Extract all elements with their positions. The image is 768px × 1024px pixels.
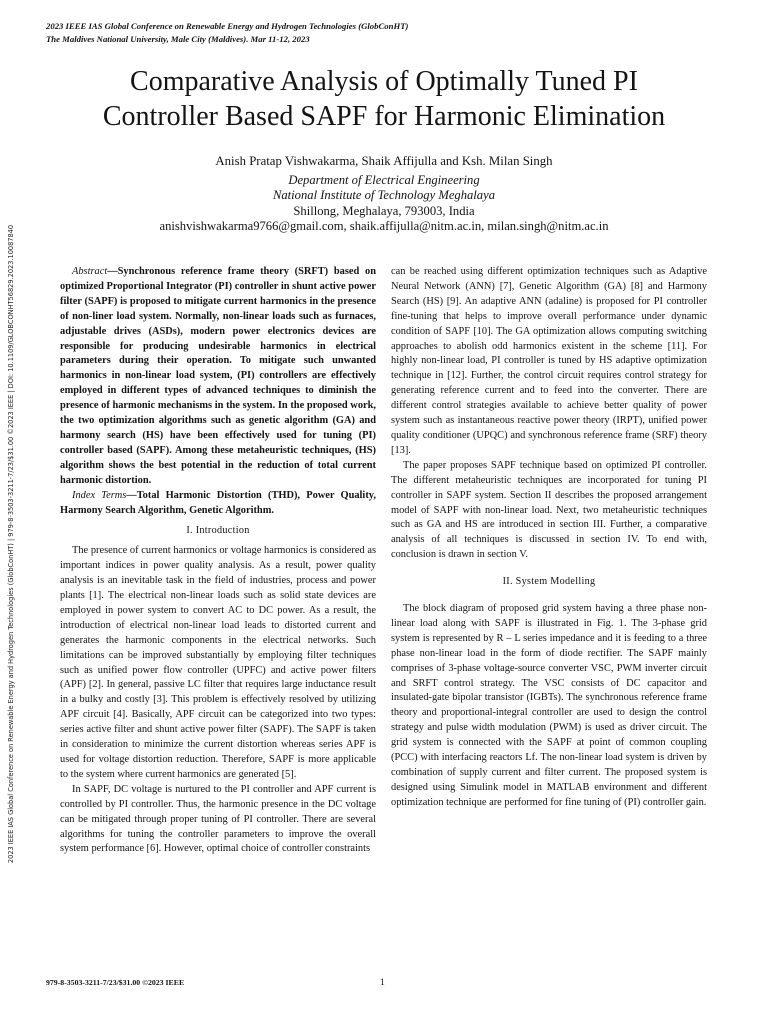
left-column xyxy=(60,265,376,857)
author-address: Shillong, Meghalaya, 793003, India xyxy=(293,203,475,218)
author-block xyxy=(100,154,668,235)
conference-venue: The Maldives National University, Male City (Maldives). Mar 11-12, 2023 xyxy=(46,34,310,44)
doi-sidebar xyxy=(2,138,20,950)
author-department: Department of Electrical Engineering xyxy=(288,172,480,187)
intro-paragraph-1: The presence of current harmonics or voltage harmonics is considered as important indices in power quality analysis. As a result, power quality analysis is an inevitable task in the field of industries, process and power plants [1]. The electrical non-linear loads such as solid state devices are employed in power system to convert AC to DC power. As a result, the introduction of electrical non-linear load leads to distorted current and generates the harmonic components in the electrical networks. Such limitations can be improved substantially by employing filter techniques such as unified power flow controller (UPFC) and active power filters (APF) [2]. In general, passive LC filter that requires large inductance result in a bulky and costly [3]. This problem is effectively resolved by utilizing APF circuit [4]. Basically, APF circuit can be categorized into two types: series active filter and shunt active power filter (SAPF). The SAPF is taken in consideration to minimize the current distortion whereas series APF is used for voltage distortion reduction. Therefore, SAPF is more applicable to the system where current harmonics are generated [5]. xyxy=(60,545,376,780)
author-names: Anish Pratap Vishwakarma, Shaik Affijulla and Ksh. Milan Singh xyxy=(215,154,553,168)
system-paragraph-1: The block diagram of proposed grid system having a three phase non-linear load along with SAPF is illustrated in Fig. 1. The 3-phase grid system is represented by R – L series impedance and it is feeding to a three phase non-linear load in the form of diode rectifier. The SAPF mainly comprises of 3-phase voltage-source converter VSC, PWM inverter circuit and SRFT control strategy. The VSC consists of DC capacitor and insulated-gate bipolar transistor (IGBTs). The synchronous reference frame theory and proportional-integral controller are used to design the control strategy and pulse width modulation (PWM) is used as driver circuit. The grid system is connected with the SAPF at point of common coupling (PCC) with interfacing reactors Lf. The non-linear load system is driven by combination of supply current and filter current. The proposed system is designed using Simulink model in MATLAB environment and different optimization technique are performed for fine tuning of (PI) controller gain. xyxy=(391,603,707,808)
footer-isbn: 979-8-3503-3211-7/23/$31.00 ©2023 IEEE xyxy=(46,978,185,987)
abstract-label: Abstract xyxy=(72,266,108,277)
abstract xyxy=(60,265,376,489)
index-terms xyxy=(60,489,376,519)
page-number: 1 xyxy=(380,977,385,988)
title-line-2: Controller Based SAPF for Harmonic Elimination xyxy=(102,101,666,132)
author-institute: National Institute of Technology Meghalaya xyxy=(272,188,495,202)
intro-heading: I. Introduction xyxy=(186,525,250,537)
title-line-1: Comparative Analysis of Optimally Tuned PI xyxy=(130,66,638,97)
conference-name: 2023 IEEE IAS Global Conference on Renewable Energy and Hydrogen Technologies (GlobConHT) xyxy=(46,21,409,31)
system-modelling-heading: II. System Modelling xyxy=(502,576,596,588)
intro-paragraph-2: In SAPF, DC voltage is nurtured to the PI controller and APF current is controlled by PI controller. Thus, the harmonic presence in the DC voltage can be mitigated through proper tuning of PI controller. There are several algorithms for tuning the controller parameters to improve the overall system performance [6]. However, optimal choice of controller constraints xyxy=(60,783,376,855)
paper-title xyxy=(40,64,728,134)
right-column xyxy=(391,265,707,811)
conference-header xyxy=(46,20,646,46)
index-terms-text: —Total Harmonic Distortion (THD), Power Quality, Harmony Search Algorithm, Genetic Algorithm. xyxy=(60,489,376,516)
doi-text[interactable]: 2023 IEEE IAS Global Conference on Renewable Energy and Hydrogen Technologies (GlobConHT) | 979-8-3503-3211-7/23/$31.00 ©2023 IEEE | DOI: 10.1109/GLOBCONHT56829.2023.10087840 xyxy=(7,224,15,864)
index-terms-label: Index Terms xyxy=(72,489,127,501)
abstract-text: —Synchronous reference frame theory (SRFT) based on optimized Proportional Integrator (PI) controller in shunt active power filter (SAPF) is proposed to mitigate current harmonics in the presence of non-liner load system. Normally, non-linear loads such as furnaces, adjustable drives (ASDs), modern power electronics devices are responsible for producing undesirable harmonics in electrical parameters during their operation. To mitigate such unwanted harmonics in non-linear load system, (PI) controllers are effectively employed in different types of advanced techniques to diminish the presence of harmonic mechanisms in the system. In the proposed work, the two optimization algorithms such as genetic algorithm (GA) and harmony search (HS) have been effectively used for tuning (PI) controller based (SAPF). Among these metaheuristic techniques, (HS) algorithm shows the best potential in the reduction of total current harmonic distortion. xyxy=(60,266,376,486)
author-emails[interactable]: anishvishwakarma9766@gmail.com, shaik.affijulla@nitm.ac.in, milan.singh@nitm.ac.in xyxy=(159,219,609,233)
intro-paragraph-4: The paper proposes SAPF technique based on optimized PI controller. The different metaheuristic techniques are incorporated for tuning PI controller in SAPF system. Section II describes the proposed arrangement model of SAPF with non-linear load. Next, two metaheuristic techniques such as GA and HS are introduced in section III. Further, a comparative analysis of all techniques is discussed in section IV. To end with, conclusion is drawn in section V. xyxy=(391,459,707,561)
intro-paragraph-3: can be reached using different optimization techniques such as Adaptive Neural Network (ANN) [7], Genetic Algorithm (GA) [8] and Harmony Search (HS) [9]. An adaptive ANN (adaline) is proposed for PI controller fine-tuning that helps to improve overall performance under dynamic condition of SAPF [10]. The GA optimization allows computing switching approaches to abolish odd harmonics existent in the scheme [11]. For highly non-linear load, PI controller is tuned by HS adaptive optimization technique in [12]. Further, the control circuit requires control strategy for generating reference current and to feed into the converter. There are different control strategies available to achieve better quality of power system such as instantaneous reactive power theory (IRPT), unified power quality conditioner (UPQC) and synchronous reference frame (SRF) theory [13]. xyxy=(391,266,707,456)
